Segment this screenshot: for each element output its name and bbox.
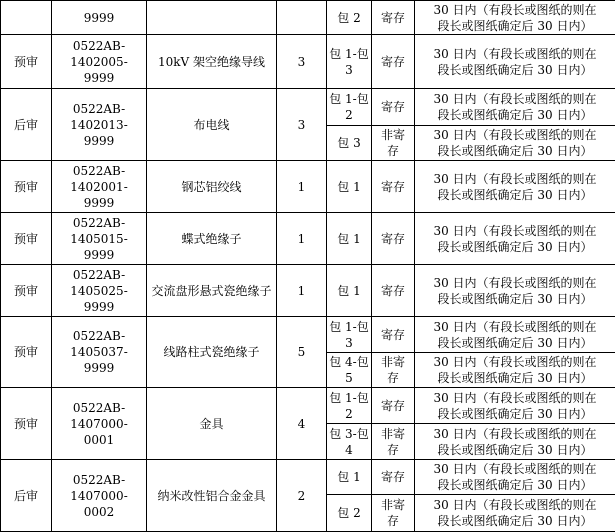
material-code-cell-line: 0522AB-: [54, 400, 144, 416]
material-name-cell: 钢芯铝绞线: [147, 161, 277, 213]
delivery-terms-cell-line: 段长或图纸确定后 30 日内）: [417, 187, 613, 203]
delivery-terms-cell-line: 30 日内（有段长或图纸的则在: [417, 275, 613, 291]
table-row: [1, 265, 615, 317]
storage-type-cell: [372, 89, 415, 126]
review-type-cell: [1, 1, 52, 35]
storage-type-cell-line: 寄存: [374, 469, 412, 485]
table-body: [1, 1, 615, 532]
review-type-cell: 预审: [1, 35, 52, 89]
material-code-cell-line: 1405015-: [54, 231, 144, 247]
delivery-terms-cell-line: 30 日内（有段长或图纸的则在: [417, 91, 613, 107]
package-cell: 包 1: [327, 161, 372, 213]
delivery-terms-cell-line: 段长或图纸确定后 30 日内）: [417, 477, 613, 493]
delivery-terms-cell-line: 段长或图纸确定后 30 日内）: [417, 370, 613, 386]
storage-type-cell: [372, 161, 415, 213]
material-code-cell-line: 9999: [54, 195, 144, 211]
delivery-terms-cell: [415, 1, 615, 35]
material-code-cell-line: 1407000-: [54, 488, 144, 504]
storage-type-cell: [372, 35, 415, 89]
material-name-cell: 布电线: [147, 89, 277, 161]
storage-type-cell-line: 寄存: [374, 398, 412, 414]
storage-type-cell-line: 存: [374, 143, 412, 159]
package-cell: 包 2: [327, 495, 372, 532]
storage-type-cell: [372, 495, 415, 532]
delivery-terms-cell: [415, 126, 615, 161]
storage-type-cell-line: 存: [374, 442, 412, 458]
delivery-terms-cell-line: 30 日内（有段长或图纸的则在: [417, 461, 613, 477]
storage-type-cell-line: 非寄: [374, 127, 412, 143]
delivery-terms-cell: [415, 35, 615, 89]
storage-type-cell-line: 非寄: [374, 497, 412, 513]
delivery-terms-cell-line: 30 日内（有段长或图纸的则在: [417, 319, 613, 335]
storage-type-cell-line: 存: [374, 513, 412, 529]
material-code-cell: [52, 35, 147, 89]
package-cell: 包 1: [327, 213, 372, 265]
package-count-cell: 3: [277, 89, 327, 161]
material-code-cell: [52, 265, 147, 317]
material-code-cell-line: 1402005-: [54, 54, 144, 70]
package-cell: 包 1-包 2: [327, 89, 372, 126]
material-code-cell-line: 1402013-: [54, 117, 144, 133]
material-name-cell: 交流盘形悬式瓷绝缘子: [147, 265, 277, 317]
delivery-terms-cell-line: 段长或图纸确定后 30 日内）: [417, 143, 613, 159]
package-count-cell: 4: [277, 388, 327, 460]
storage-type-cell-line: 寄存: [374, 231, 412, 247]
package-cell: 包 2: [327, 1, 372, 35]
storage-type-cell: [372, 265, 415, 317]
storage-type-cell: [372, 126, 415, 161]
delivery-terms-cell: [415, 388, 615, 424]
delivery-terms-cell-line: 30 日内（有段长或图纸的则在: [417, 354, 613, 370]
table-row: [1, 213, 615, 265]
storage-type-cell: [372, 353, 415, 388]
package-count-cell: 1: [277, 213, 327, 265]
package-count-cell: 3: [277, 35, 327, 89]
review-type-cell: 预审: [1, 161, 52, 213]
delivery-terms-cell: [415, 353, 615, 388]
material-code-cell-line: 0522AB-: [54, 163, 144, 179]
storage-type-cell-line: 寄存: [374, 283, 412, 299]
delivery-terms-cell-line: 30 日内（有段长或图纸的则在: [417, 2, 613, 18]
material-code-cell: [52, 213, 147, 265]
material-code-cell-line: 0001: [54, 432, 144, 448]
material-code-cell-line: 0522AB-: [54, 215, 144, 231]
material-name-cell: [147, 1, 277, 35]
delivery-terms-cell-line: 30 日内（有段长或图纸的则在: [417, 390, 613, 406]
storage-type-cell-line: 非寄: [374, 354, 412, 370]
package-cell: 包 1: [327, 460, 372, 495]
package-count-cell: 1: [277, 161, 327, 213]
delivery-terms-cell: [415, 460, 615, 495]
material-code-cell-line: 9999: [54, 247, 144, 263]
material-code-cell: [52, 460, 147, 532]
package-cell: 包 3-包 4: [327, 424, 372, 460]
material-code-cell: [52, 89, 147, 161]
package-count-cell: 2: [277, 460, 327, 532]
material-code-cell: [52, 161, 147, 213]
storage-type-cell-line: 寄存: [374, 327, 412, 343]
table-row: [1, 460, 615, 495]
material-code-cell-line: 9999: [54, 70, 144, 86]
delivery-terms-cell-line: 30 日内（有段长或图纸的则在: [417, 426, 613, 442]
package-count-cell: 5: [277, 317, 327, 388]
material-code-cell-line: 9999: [54, 360, 144, 376]
delivery-terms-cell-line: 段长或图纸确定后 30 日内）: [417, 291, 613, 307]
package-cell: 包 1-包 3: [327, 35, 372, 89]
delivery-terms-cell-line: 段长或图纸确定后 30 日内）: [417, 18, 613, 34]
package-cell: 包 1: [327, 265, 372, 317]
delivery-terms-cell-line: 30 日内（有段长或图纸的则在: [417, 171, 613, 187]
review-type-cell: 后审: [1, 89, 52, 161]
material-name-cell: 纳米改性铝合金金具: [147, 460, 277, 532]
delivery-terms-cell-line: 30 日内（有段长或图纸的则在: [417, 497, 613, 513]
package-count-cell: [277, 1, 327, 35]
package-cell: 包 4-包 5: [327, 353, 372, 388]
material-code-cell: [52, 1, 147, 35]
review-type-cell: 预审: [1, 213, 52, 265]
storage-type-cell: [372, 424, 415, 460]
review-type-cell: 预审: [1, 317, 52, 388]
delivery-terms-cell-line: 30 日内（有段长或图纸的则在: [417, 127, 613, 143]
storage-type-cell-line: 存: [374, 370, 412, 386]
delivery-terms-cell: [415, 317, 615, 353]
delivery-terms-cell: [415, 495, 615, 532]
delivery-terms-cell-line: 段长或图纸确定后 30 日内）: [417, 442, 613, 458]
storage-type-cell: [372, 317, 415, 353]
table-row: [1, 89, 615, 126]
delivery-terms-cell: [415, 161, 615, 213]
material-code-cell: [52, 317, 147, 388]
storage-type-cell: [372, 388, 415, 424]
table-row: [1, 35, 615, 89]
material-name-cell: 金具: [147, 388, 277, 460]
table-row: [1, 388, 615, 424]
delivery-terms-cell: [415, 213, 615, 265]
review-type-cell: 预审: [1, 265, 52, 317]
delivery-terms-cell: [415, 424, 615, 460]
storage-type-cell: [372, 213, 415, 265]
delivery-terms-cell-line: 段长或图纸确定后 30 日内）: [417, 62, 613, 78]
package-cell: 包 1-包 2: [327, 388, 372, 424]
table-row: [1, 317, 615, 353]
material-code-cell-line: 0522AB-: [54, 472, 144, 488]
storage-type-cell-line: 寄存: [374, 179, 412, 195]
material-code-cell-line: 1405037-: [54, 344, 144, 360]
storage-type-cell-line: 寄存: [374, 10, 412, 26]
package-cell: 包 1-包 3: [327, 317, 372, 353]
material-code-cell-line: 0522AB-: [54, 38, 144, 54]
material-code-cell-line: 9999: [54, 10, 144, 26]
storage-type-cell-line: 非寄: [374, 426, 412, 442]
delivery-terms-cell-line: 段长或图纸确定后 30 日内）: [417, 107, 613, 123]
review-type-cell: 后审: [1, 460, 52, 532]
package-cell: 包 3: [327, 126, 372, 161]
material-code-cell-line: 0522AB-: [54, 267, 144, 283]
material-code-cell-line: 0522AB-: [54, 328, 144, 344]
material-code-cell-line: 9999: [54, 133, 144, 149]
storage-type-cell-line: 寄存: [374, 54, 412, 70]
material-name-cell: 蝶式绝缘子: [147, 213, 277, 265]
table-row: [1, 1, 615, 35]
material-name-cell: 线路柱式瓷绝缘子: [147, 317, 277, 388]
delivery-terms-cell: [415, 265, 615, 317]
storage-type-cell: [372, 1, 415, 35]
delivery-terms-cell-line: 段长或图纸确定后 30 日内）: [417, 239, 613, 255]
delivery-terms-cell-line: 段长或图纸确定后 30 日内）: [417, 406, 613, 422]
delivery-terms-cell-line: 30 日内（有段长或图纸的则在: [417, 46, 613, 62]
delivery-terms-cell: [415, 89, 615, 126]
package-count-cell: 1: [277, 265, 327, 317]
material-code-cell-line: 9999: [54, 299, 144, 315]
material-code-cell: [52, 388, 147, 460]
delivery-terms-cell-line: 段长或图纸确定后 30 日内）: [417, 335, 613, 351]
table-row: [1, 161, 615, 213]
material-code-cell-line: 1407000-: [54, 416, 144, 432]
storage-type-cell: [372, 460, 415, 495]
material-code-cell-line: 1402001-: [54, 179, 144, 195]
material-code-cell-line: 0002: [54, 504, 144, 520]
material-code-cell-line: 0522AB-: [54, 101, 144, 117]
review-type-cell: 预审: [1, 388, 52, 460]
delivery-terms-cell-line: 30 日内（有段长或图纸的则在: [417, 223, 613, 239]
material-name-cell: 10kV 架空绝缘导线: [147, 35, 277, 89]
storage-type-cell-line: 寄存: [374, 99, 412, 115]
material-code-cell-line: 1405025-: [54, 283, 144, 299]
delivery-terms-cell-line: 段长或图纸确定后 30 日内）: [417, 513, 613, 529]
